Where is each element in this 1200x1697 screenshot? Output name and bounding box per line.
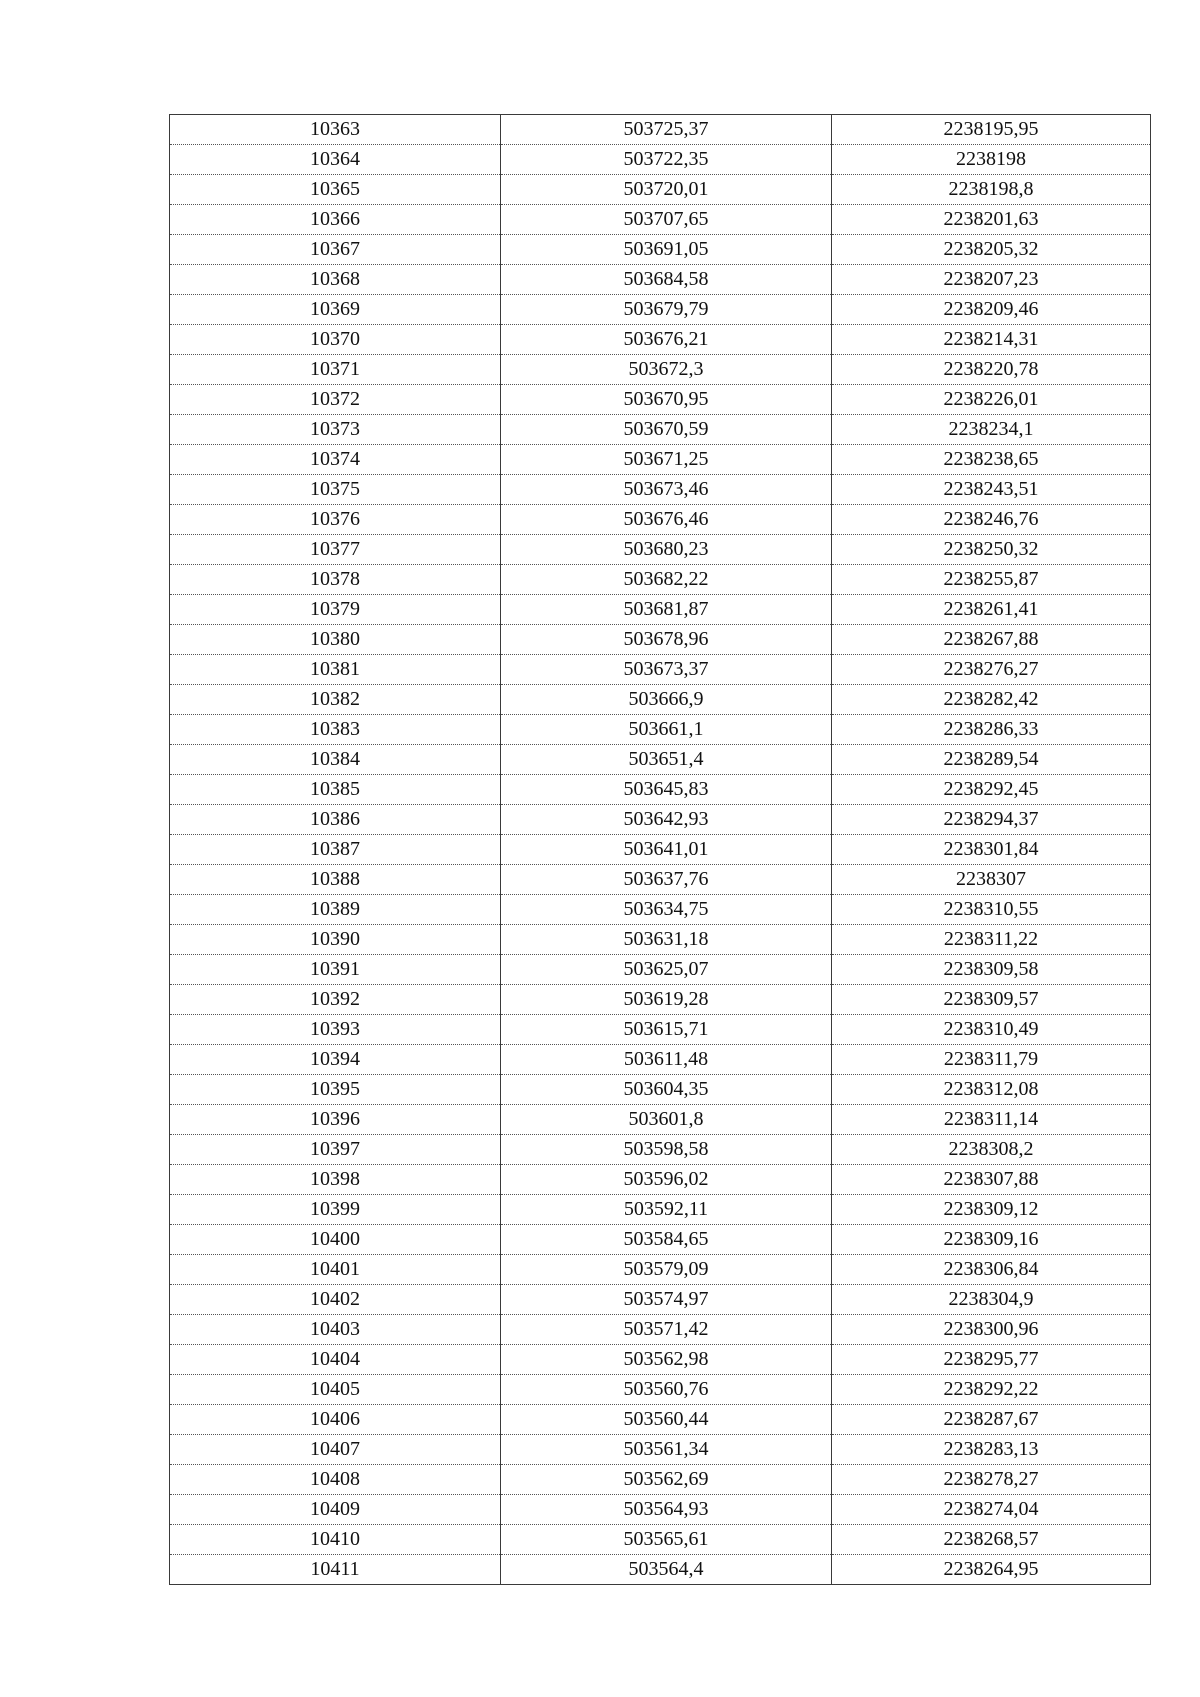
y-coordinate-cell: 2238283,13 [832,1435,1151,1465]
x-coordinate-cell: 503574,97 [501,1285,832,1315]
x-coordinate-cell: 503642,93 [501,805,832,835]
table-row [170,1045,1151,1075]
x-coordinate-cell: 503611,48 [501,1045,832,1075]
point-number-cell: 10380 [170,625,501,655]
table-row [170,745,1151,775]
x-coordinate-cell: 503601,8 [501,1105,832,1135]
table-row [170,1405,1151,1435]
x-coordinate-cell: 503676,46 [501,505,832,535]
point-number-cell: 10393 [170,1015,501,1045]
table-row [170,445,1151,475]
y-coordinate-cell: 2238308,2 [832,1135,1151,1165]
point-number-cell: 10392 [170,985,501,1015]
point-number-cell: 10365 [170,175,501,205]
x-coordinate-cell: 503561,34 [501,1435,832,1465]
table-row [170,655,1151,685]
point-number-cell: 10381 [170,655,501,685]
x-coordinate-cell: 503691,05 [501,235,832,265]
point-number-cell: 10409 [170,1495,501,1525]
y-coordinate-cell: 2238307,88 [832,1165,1151,1195]
table-row [170,535,1151,565]
x-coordinate-cell: 503670,59 [501,415,832,445]
point-number-cell: 10387 [170,835,501,865]
x-coordinate-cell: 503645,83 [501,775,832,805]
y-coordinate-cell: 2238264,95 [832,1555,1151,1585]
table-row [170,205,1151,235]
x-coordinate-cell: 503684,58 [501,265,832,295]
point-number-cell: 10395 [170,1075,501,1105]
table-row [170,1015,1151,1045]
point-number-cell: 10372 [170,385,501,415]
y-coordinate-cell: 2238295,77 [832,1345,1151,1375]
point-number-cell: 10391 [170,955,501,985]
y-coordinate-cell: 2238292,45 [832,775,1151,805]
point-number-cell: 10364 [170,145,501,175]
table-row [170,1465,1151,1495]
point-number-cell: 10376 [170,505,501,535]
y-coordinate-cell: 2238246,76 [832,505,1151,535]
y-coordinate-cell: 2238274,04 [832,1495,1151,1525]
table-row [170,925,1151,955]
x-coordinate-cell: 503722,35 [501,145,832,175]
table-row [170,565,1151,595]
x-coordinate-cell: 503666,9 [501,685,832,715]
x-coordinate-cell: 503679,79 [501,295,832,325]
table-row [170,865,1151,895]
table-row [170,895,1151,925]
table-row [170,1495,1151,1525]
x-coordinate-cell: 503571,42 [501,1315,832,1345]
y-coordinate-cell: 2238226,01 [832,385,1151,415]
point-number-cell: 10401 [170,1255,501,1285]
y-coordinate-cell: 2238207,23 [832,265,1151,295]
x-coordinate-cell: 503680,23 [501,535,832,565]
table-row [170,1375,1151,1405]
table-row [170,1105,1151,1135]
table-row [170,145,1151,175]
x-coordinate-cell: 503584,65 [501,1225,832,1255]
y-coordinate-cell: 2238234,1 [832,415,1151,445]
x-coordinate-cell: 503661,1 [501,715,832,745]
table-row [170,385,1151,415]
point-number-cell: 10374 [170,445,501,475]
point-number-cell: 10394 [170,1045,501,1075]
x-coordinate-cell: 503678,96 [501,625,832,655]
point-number-cell: 10405 [170,1375,501,1405]
y-coordinate-cell: 2238287,67 [832,1405,1151,1435]
y-coordinate-cell: 2238304,9 [832,1285,1151,1315]
y-coordinate-cell: 2238261,41 [832,595,1151,625]
y-coordinate-cell: 2238209,46 [832,295,1151,325]
x-coordinate-cell: 503681,87 [501,595,832,625]
point-number-cell: 10383 [170,715,501,745]
y-coordinate-cell: 2238292,22 [832,1375,1151,1405]
point-number-cell: 10389 [170,895,501,925]
x-coordinate-cell: 503564,4 [501,1555,832,1585]
y-coordinate-cell: 2238243,51 [832,475,1151,505]
y-coordinate-cell: 2238205,32 [832,235,1151,265]
y-coordinate-cell: 2238300,96 [832,1315,1151,1345]
table-row [170,265,1151,295]
x-coordinate-cell: 503592,11 [501,1195,832,1225]
x-coordinate-cell: 503562,69 [501,1465,832,1495]
table-row [170,1525,1151,1555]
table-row [170,1195,1151,1225]
table-row [170,1315,1151,1345]
point-number-cell: 10407 [170,1435,501,1465]
point-number-cell: 10400 [170,1225,501,1255]
y-coordinate-cell: 2238311,14 [832,1105,1151,1135]
x-coordinate-cell: 503565,61 [501,1525,832,1555]
table-row [170,805,1151,835]
table-row [170,1435,1151,1465]
y-coordinate-cell: 2238309,12 [832,1195,1151,1225]
table-row [170,175,1151,205]
point-number-cell: 10368 [170,265,501,295]
y-coordinate-cell: 2238312,08 [832,1075,1151,1105]
x-coordinate-cell: 503682,22 [501,565,832,595]
x-coordinate-cell: 503671,25 [501,445,832,475]
x-coordinate-cell: 503560,76 [501,1375,832,1405]
y-coordinate-cell: 2238267,88 [832,625,1151,655]
point-number-cell: 10406 [170,1405,501,1435]
point-number-cell: 10402 [170,1285,501,1315]
table-row [170,1255,1151,1285]
point-number-cell: 10363 [170,115,501,145]
y-coordinate-cell: 2238307 [832,865,1151,895]
y-coordinate-cell: 2238301,84 [832,835,1151,865]
table-row [170,775,1151,805]
y-coordinate-cell: 2238294,37 [832,805,1151,835]
y-coordinate-cell: 2238250,32 [832,535,1151,565]
x-coordinate-cell: 503579,09 [501,1255,832,1285]
y-coordinate-cell: 2238278,27 [832,1465,1151,1495]
point-number-cell: 10404 [170,1345,501,1375]
table-row [170,1285,1151,1315]
point-number-cell: 10386 [170,805,501,835]
table-row [170,1165,1151,1195]
y-coordinate-cell: 2238220,78 [832,355,1151,385]
table-row [170,625,1151,655]
point-number-cell: 10377 [170,535,501,565]
y-coordinate-cell: 2238268,57 [832,1525,1151,1555]
y-coordinate-cell: 2238311,79 [832,1045,1151,1075]
x-coordinate-cell: 503564,93 [501,1495,832,1525]
x-coordinate-cell: 503615,71 [501,1015,832,1045]
y-coordinate-cell: 2238201,63 [832,205,1151,235]
point-number-cell: 10390 [170,925,501,955]
y-coordinate-cell: 2238195,95 [832,115,1151,145]
x-coordinate-cell: 503625,07 [501,955,832,985]
x-coordinate-cell: 503720,01 [501,175,832,205]
table-row [170,295,1151,325]
x-coordinate-cell: 503634,75 [501,895,832,925]
x-coordinate-cell: 503670,95 [501,385,832,415]
x-coordinate-cell: 503637,76 [501,865,832,895]
point-number-cell: 10370 [170,325,501,355]
point-number-cell: 10410 [170,1525,501,1555]
x-coordinate-cell: 503598,58 [501,1135,832,1165]
point-number-cell: 10369 [170,295,501,325]
coordinates-table-body [170,115,1151,1585]
y-coordinate-cell: 2238198,8 [832,175,1151,205]
x-coordinate-cell: 503651,4 [501,745,832,775]
y-coordinate-cell: 2238309,58 [832,955,1151,985]
y-coordinate-cell: 2238214,31 [832,325,1151,355]
table-row [170,325,1151,355]
table-row [170,235,1151,265]
point-number-cell: 10375 [170,475,501,505]
point-number-cell: 10408 [170,1465,501,1495]
x-coordinate-cell: 503604,35 [501,1075,832,1105]
point-number-cell: 10398 [170,1165,501,1195]
point-number-cell: 10384 [170,745,501,775]
table-row [170,955,1151,985]
point-number-cell: 10366 [170,205,501,235]
y-coordinate-cell: 2238309,16 [832,1225,1151,1255]
y-coordinate-cell: 2238255,87 [832,565,1151,595]
y-coordinate-cell: 2238306,84 [832,1255,1151,1285]
point-number-cell: 10397 [170,1135,501,1165]
x-coordinate-cell: 503596,02 [501,1165,832,1195]
table-row [170,685,1151,715]
point-number-cell: 10373 [170,415,501,445]
y-coordinate-cell: 2238276,27 [832,655,1151,685]
table-row [170,1555,1151,1585]
y-coordinate-cell: 2238311,22 [832,925,1151,955]
table-row [170,1135,1151,1165]
table-row [170,595,1151,625]
x-coordinate-cell: 503725,37 [501,115,832,145]
x-coordinate-cell: 503707,65 [501,205,832,235]
point-number-cell: 10367 [170,235,501,265]
x-coordinate-cell: 503641,01 [501,835,832,865]
x-coordinate-cell: 503673,37 [501,655,832,685]
x-coordinate-cell: 503619,28 [501,985,832,1015]
point-number-cell: 10385 [170,775,501,805]
coordinates-table [169,114,1151,1585]
point-number-cell: 10388 [170,865,501,895]
point-number-cell: 10378 [170,565,501,595]
table-row [170,1075,1151,1105]
table-row [170,985,1151,1015]
x-coordinate-cell: 503560,44 [501,1405,832,1435]
y-coordinate-cell: 2238282,42 [832,685,1151,715]
table-row [170,355,1151,385]
table-row [170,715,1151,745]
point-number-cell: 10382 [170,685,501,715]
table-row [170,1225,1151,1255]
y-coordinate-cell: 2238289,54 [832,745,1151,775]
table-row [170,835,1151,865]
x-coordinate-cell: 503631,18 [501,925,832,955]
table-row [170,115,1151,145]
y-coordinate-cell: 2238310,55 [832,895,1151,925]
x-coordinate-cell: 503562,98 [501,1345,832,1375]
table-row [170,475,1151,505]
y-coordinate-cell: 2238310,49 [832,1015,1151,1045]
y-coordinate-cell: 2238238,65 [832,445,1151,475]
point-number-cell: 10379 [170,595,501,625]
point-number-cell: 10371 [170,355,501,385]
x-coordinate-cell: 503673,46 [501,475,832,505]
table-row [170,415,1151,445]
table-row [170,1345,1151,1375]
y-coordinate-cell: 2238198 [832,145,1151,175]
table-row [170,505,1151,535]
point-number-cell: 10396 [170,1105,501,1135]
x-coordinate-cell: 503676,21 [501,325,832,355]
point-number-cell: 10399 [170,1195,501,1225]
point-number-cell: 10411 [170,1555,501,1585]
x-coordinate-cell: 503672,3 [501,355,832,385]
point-number-cell: 10403 [170,1315,501,1345]
y-coordinate-cell: 2238309,57 [832,985,1151,1015]
y-coordinate-cell: 2238286,33 [832,715,1151,745]
